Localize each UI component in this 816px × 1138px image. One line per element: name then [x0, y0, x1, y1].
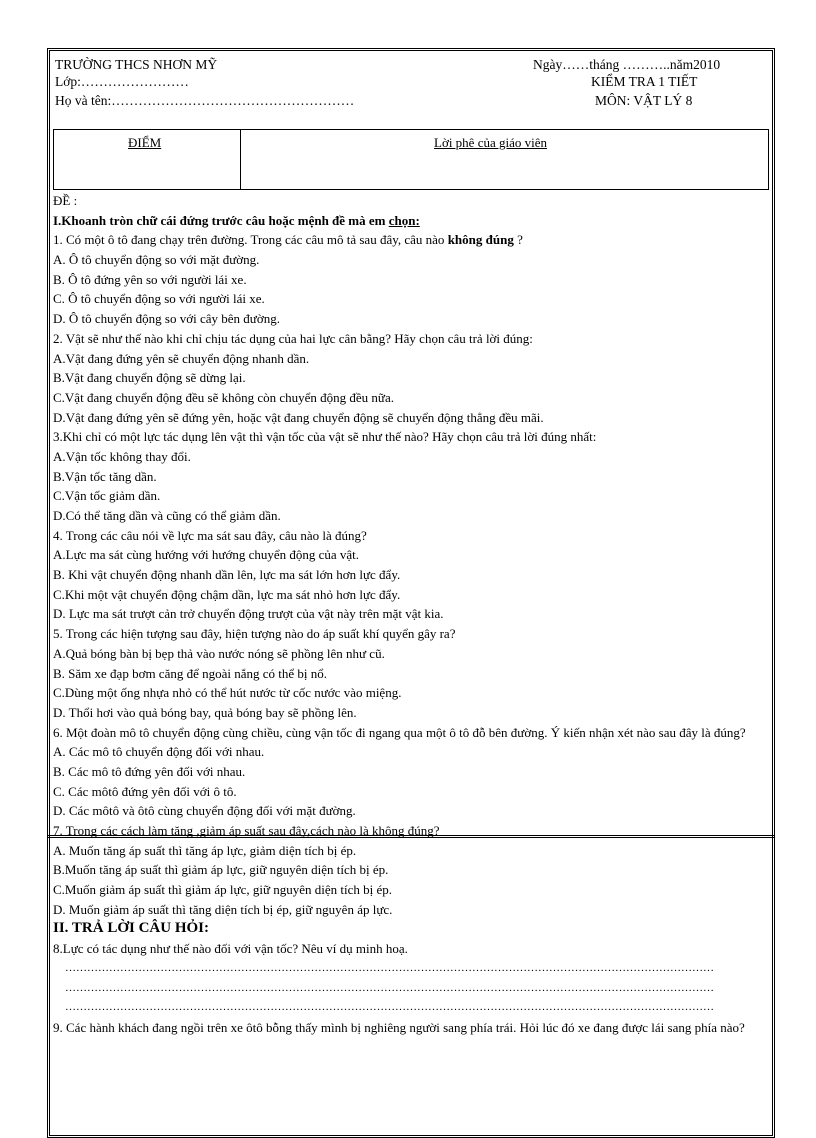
q5-option-b[interactable]: B. Săm xe đạp bơm căng để ngoài nắng có thể bị nổ. [53, 665, 328, 681]
q1-option-b[interactable]: B. Ô tô đứng yên so với người lái xe. [53, 271, 247, 287]
q1-option-a[interactable]: A. Ô tô chuyển động so với mặt đường. [53, 252, 260, 268]
answer-line-3[interactable]: …………………………………………………………………………………………………………………………………………………………… [65, 1001, 714, 1014]
q7-option-b[interactable]: B.Muốn tăng áp suất thì giảm áp lực, giữ nguyên diện tích bị ép. [53, 862, 389, 878]
section2-title: II. TRẢ LỜI CÂU HỎI: [53, 920, 209, 937]
score-table-divider [240, 130, 241, 189]
score-header: ĐIỂM [128, 135, 162, 150]
question-8: 8.Lực có tác dụng như thế nào đối với vận tốc? Nêu ví dụ minh hoạ. [53, 941, 408, 957]
de-label: ĐỀ : [53, 193, 78, 208]
q6-option-d[interactable]: D. Các môtô và ôtô cùng chuyển động đối với mặt đường. [53, 803, 356, 819]
q1-option-c[interactable]: C. Ô tô chuyển động so với người lái xe. [53, 291, 265, 307]
q1-option-d[interactable]: D. Ô tô chuyển động so với cây bên đường. [53, 311, 280, 327]
exam-content [53, 191, 769, 1038]
question-5: 5. Trong các hiện tượng sau đây, hiện tượng nào do áp suất khí quyển gây ra? [53, 626, 456, 642]
q2-option-a[interactable]: A.Vật đang đứng yên sẽ chuyển động nhanh dần. [53, 350, 310, 366]
question-2: 2. Vật sẽ như thế nào khi chỉ chịu tác dụng của hai lực cân bằng? Hãy chọn câu trả lời đúng: [53, 330, 533, 346]
q4-option-a[interactable]: A.Lực ma sát cùng hướng với hướng chuyển động của vật. [53, 547, 360, 563]
q7-option-c[interactable]: C.Muốn giảm áp suất thì giảm áp lực, giữ nguyên diện tích bị ép. [53, 882, 393, 898]
teacher-comment-header: Lời phê của giáo viên [434, 135, 548, 150]
q3-option-d[interactable]: D.Có thể tăng dần và cũng có thể giảm dần. [53, 508, 281, 523]
q6-option-c[interactable]: C. Các môtô đứng yên đối với ô tô. [53, 783, 237, 799]
exam-date: Ngày……tháng ………..năm2010 [533, 57, 721, 72]
q4-option-d[interactable]: D. Lực ma sát trượt cản trở chuyển động trượt của vật này trên mặt vật kia. [53, 606, 444, 622]
q2-option-c[interactable]: C.Vật đang chuyển động đều sẽ không còn chuyển động đều nữa. [53, 389, 394, 405]
q5-option-d[interactable]: D. Thổi hơi vào quả bóng bay, quả bóng bay sẽ phồng lên. [53, 704, 357, 720]
section1-title: I.Khoanh tròn chữ cái đứng trước câu hoặc mệnh đề mà em chọn: [53, 212, 420, 228]
school-name: TRƯỜNG THCS NHƠN MỸ [55, 57, 218, 72]
q5-option-a[interactable]: A.Quả bóng bàn bị bẹp thả vào nước nóng sẽ phồng lên như cũ. [53, 645, 385, 661]
q3-option-c[interactable]: C.Vận tốc giảm dần. [53, 488, 161, 504]
class-field: Lớp:…………………… [55, 74, 189, 89]
q7-option-d[interactable]: D. Muốn giảm áp suất thì tăng diện tích bị ép, giữ nguyên áp lực. [53, 901, 393, 917]
question-1: 1. Có một ô tô đang chạy trên đường. Trong các câu mô tả sau đây, câu nào không đúng ? [53, 232, 523, 248]
exam-title: KIỂM TRA 1 TIẾT [591, 74, 698, 89]
exam-subject: MÔN: VẬT LÝ 8 [595, 93, 693, 108]
q4-option-b[interactable]: B. Khi vật chuyển động nhanh dần lên, lực ma sát lớn hơn lực đẩy. [53, 567, 401, 583]
answer-line-1[interactable]: …………………………………………………………………………………………………………………………………………………………… [65, 961, 714, 974]
q3-option-a[interactable]: A.Vận tốc không thay đổi. [53, 448, 191, 464]
q5-option-c[interactable]: C.Dùng một ống nhựa nhỏ có thể hút nước từ cốc nước vào miệng. [53, 685, 402, 701]
student-name-field: Họ và tên:……………………………………………… [55, 93, 355, 108]
question-4: 4. Trong các câu nói về lực ma sát sau đây, câu nào là đúng? [53, 527, 367, 543]
question-9: 9. Các hành khách đang ngồi trên xe ôtô bỗng thấy mình bị nghiêng người sang phía trái. Hỏi lúc đó xe đang được lái sang phía nào? [53, 1019, 745, 1035]
q7-option-a[interactable]: A. Muốn tăng áp suất thì tăng áp lực, giảm diện tích bị ép. [53, 842, 357, 858]
q6-option-b[interactable]: B. Các mô tô đứng yên đối với nhau. [53, 763, 246, 779]
question-3: 3.Khi chỉ có một lực tác dụng lên vật thì vận tốc của vật sẽ như thế nào? Hãy chọn câu trả lời đúng nhất: [53, 429, 597, 445]
answer-line-2[interactable]: …………………………………………………………………………………………………………………………………………………………… [65, 981, 714, 994]
q2-option-d[interactable]: D.Vật đang đứng yên sẽ đứng yên, hoặc vật đang chuyển động sẽ chuyển động thẳng đều mãi. [53, 409, 544, 425]
question-6: 6. Một đoàn mô tô chuyển động cùng chiều, cùng vận tốc đi ngang qua một ô tô đỗ bên đường. Ý kiến nhận xét nào sau đây là đúng? [53, 724, 746, 740]
q6-option-a[interactable]: A. Các mô tô chuyển động đối với nhau. [53, 744, 265, 760]
q2-option-b[interactable]: B.Vật đang chuyển động sẽ dừng lại. [53, 370, 246, 386]
q3-option-b[interactable]: B.Vận tốc tăng dần. [53, 468, 157, 484]
question-7: 7. Trong các cách làm tăng ,giảm áp suất sau đây,cách nào là không đúng? [53, 823, 440, 839]
q4-option-c[interactable]: C.Khi một vật chuyển động chậm dần, lực ma sát nhỏ hơn lực đẩy. [53, 586, 401, 602]
score-table [53, 129, 769, 190]
